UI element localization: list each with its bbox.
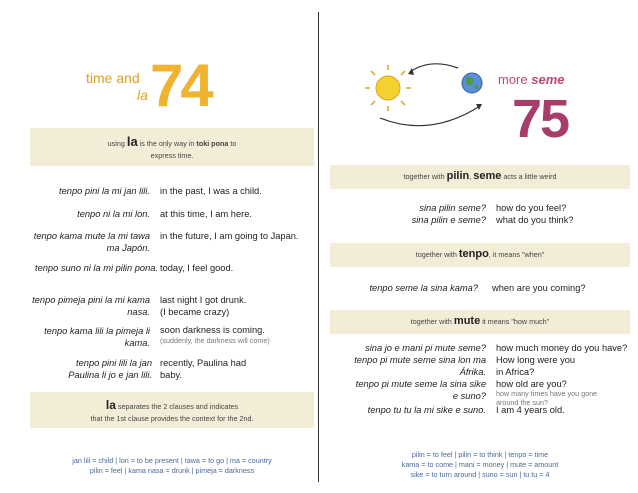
intro-rest1: is the only way in [137,139,197,148]
s1-pre: together with [403,172,447,181]
left-example-tp-5: tenpo pimeja pini la mi kama nasa. [32,295,150,317]
footer-line1: separates the 2 clauses and indicates [115,402,239,411]
right-example-en-3c: how old are you? [496,379,567,389]
s1-sep: , [469,172,474,181]
s2-post: , it means "when" [488,250,545,259]
s1-post: acts a little weird [501,172,557,181]
left-intro [30,136,314,162]
sun-icon [376,76,400,100]
s1-seme: seme [473,170,502,182]
right-example-en-3a: how much money do you have? [496,343,628,353]
s3-mute: mute [453,315,481,327]
right-example-tp-3c: tenpo pi mute seme la sina sike e suno? [355,379,486,401]
title-seme: seme [531,72,565,87]
right-example-tp-3a: sina jo e mani pi mute seme? [365,343,486,353]
intro-using: using [107,139,125,148]
orbit-arrow-bottom-icon [380,106,480,126]
section-mute-heading [330,315,630,327]
lesson-number-75: 75 [512,89,569,149]
right-example-tp-3d: tenpo tu tu la mi sike e suno. [367,405,486,415]
intro-la-keyword: la [126,134,138,149]
left-title-time-and: time and [86,70,140,86]
left-example-en-3: in the future, I am going to Japan. [160,231,299,241]
left-example-tp-4: tenpo suno ni la mi pilin pona. [34,263,158,273]
right-vocab-line-2: kama = to come | mani = money | mute = amount [401,460,559,469]
left-vocab-line-1: jan lili = child | lon = to be present | tawa = to go | ma = country [72,456,272,465]
left-footer-note [30,399,314,425]
left-example-en-2: at this time, I am here. [160,209,252,219]
right-example-en-2: when are you coming? [492,283,586,293]
intro-rest2: to [228,139,237,148]
left-example-en-6: soon darkness is coming. [160,325,265,335]
section-pilin-heading [330,170,630,182]
sun-earth-illustration [360,60,500,136]
intro-line2: express time. [150,151,194,160]
left-example-en-1: in the past, I was a child. [160,186,262,196]
right-example-tp-1: sina pilin seme? sina pilin e seme? [411,203,486,225]
left-example-en-7: recently, Paulina had baby. [160,358,247,380]
right-example-tp-3b: tenpo pi mute seme sina lon ma Áfrika. [354,355,486,377]
right-vocab-line-1: pilin = to feel | pilin = to think | tenpo = time [411,450,549,459]
s3-post: it means "how much" [480,317,550,326]
left-example-tp-2: tenpo ni la mi lon. [77,209,150,219]
s1-pilin: pilin [446,170,470,182]
left-example-tp-6: tenpo kama lili la pimeja li kama. [44,326,150,348]
s3-pre: together with [410,317,454,326]
right-title-more-seme [498,72,565,87]
left-vocab-line-2: pilin = feel | kama nasa = drunk | pimeja = darkness [89,466,255,475]
footer-line2: that the 1st clause provides the context for the 2nd. [90,414,254,423]
left-example-en-4: today, I feel good. [160,263,234,273]
footer-la-keyword: la [105,398,116,412]
lesson-number-74: 74 [150,52,211,119]
left-example-en-5: last night I got drunk. (I became crazy) [160,295,247,317]
right-example-tp-2: tenpo seme la sina kama? [369,283,478,293]
right-example-en-1: how do you feel? what do you think? [496,203,574,225]
left-example-tp-1: tenpo pini la mi jan lili. [59,186,150,196]
title-more: more [498,72,528,87]
section-tenpo-heading [330,248,630,260]
intro-toki-pona: toki pona [196,139,229,148]
right-example-en-3d: I am 4 years old. [496,405,565,415]
left-example-note-6: (suddenly, the darkness will come) [160,336,270,345]
s2-tenpo: tenpo [458,248,489,260]
left-title-la: la [137,87,148,103]
right-vocab-line-3: sike = to turn around | suno = sun | tu tu = 4 [410,470,550,479]
orbit-arrow-top-icon [410,64,458,72]
right-example-en-3b: How long were you in Africa? [496,355,576,377]
left-example-tp-7: tenpo pini lili la jan Paulina li jo e jan lili. [68,358,152,380]
right-example-note-3c: how many times have you gone around the sun? [496,389,598,407]
left-example-tp-3: tenpo kama mute la mi tawa ma Japón. [33,231,150,253]
s2-pre: together with [415,250,459,259]
page-divider [318,12,319,482]
